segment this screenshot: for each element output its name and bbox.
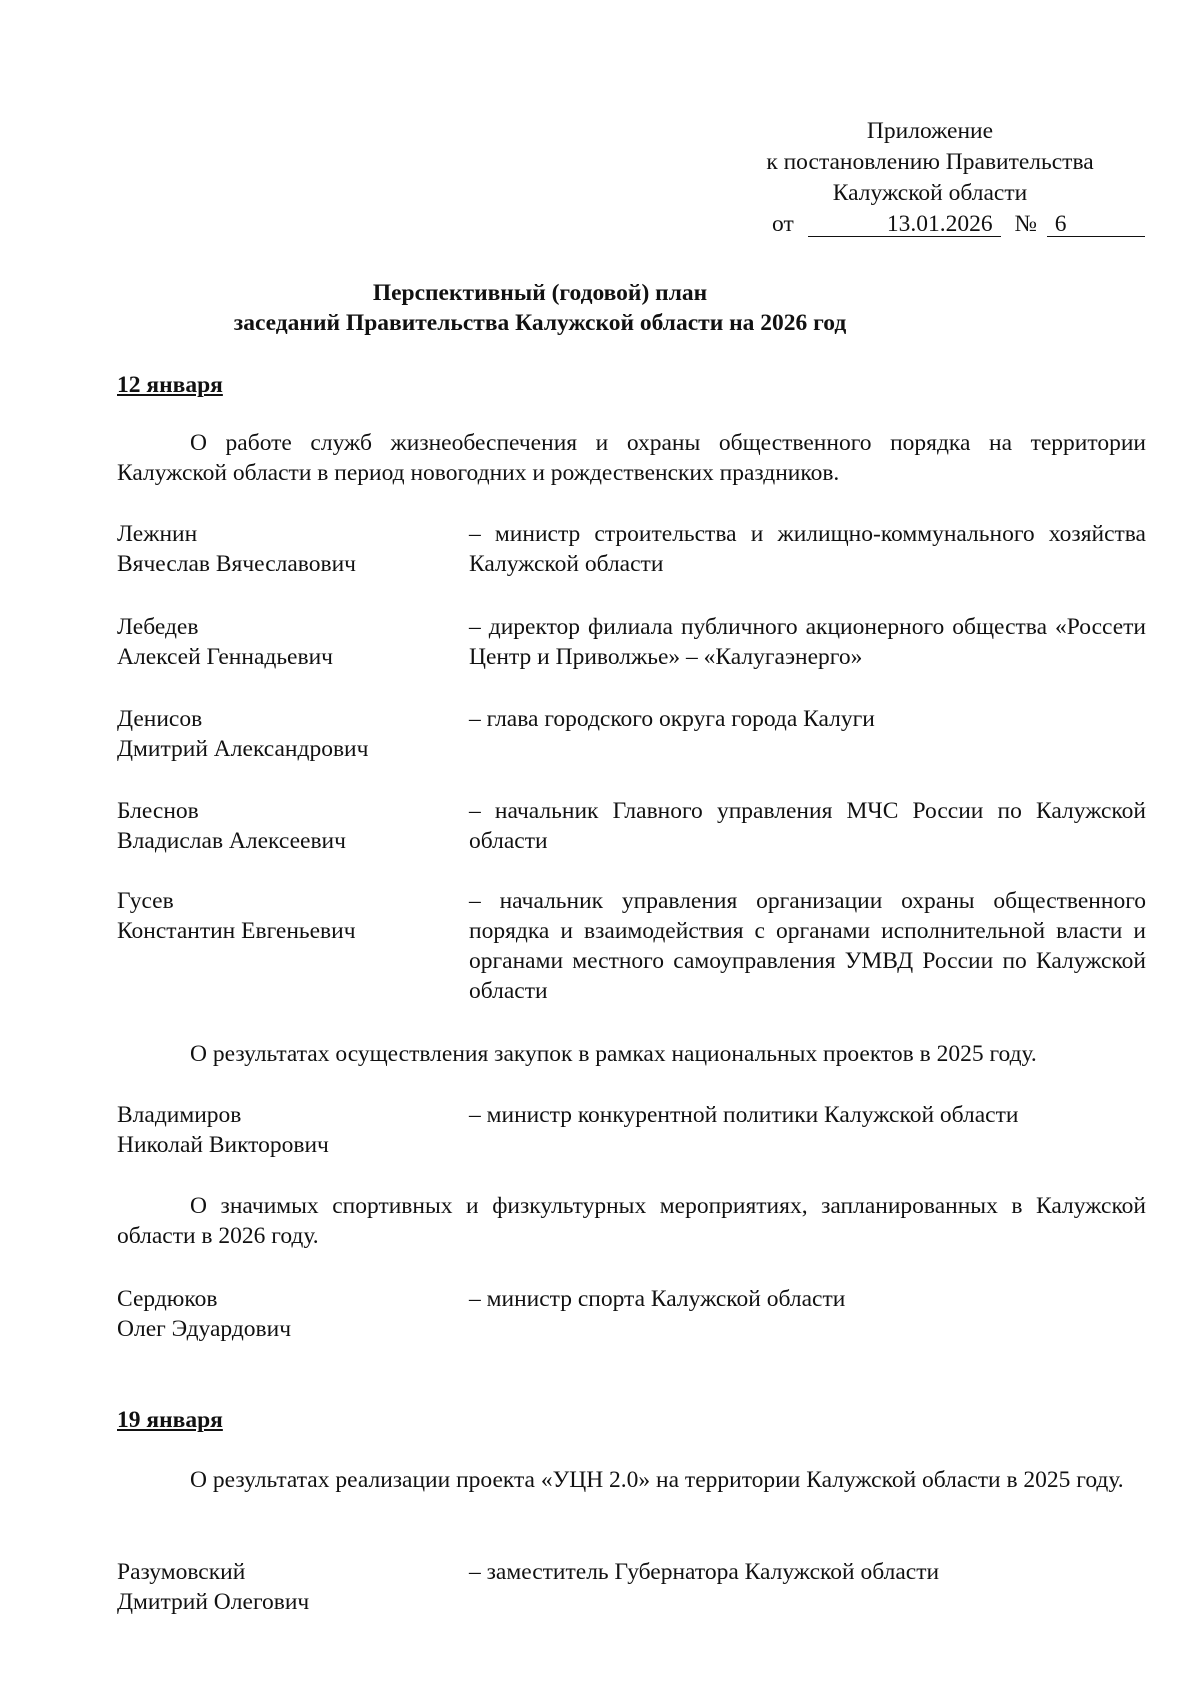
speaker-surname: Лежнин <box>117 521 198 547</box>
decree-date: 13.01.2026 <box>808 212 1001 237</box>
section-date: 19 января <box>117 1407 223 1433</box>
section-date: 12 января <box>117 372 223 398</box>
speaker-given-name: Константин Евгеньевич <box>117 918 356 944</box>
speaker-name <box>117 1100 457 1160</box>
appendix-block <box>700 116 1160 237</box>
speaker-role: – министр строительства и жилищно-коммунального хозяйства Калужской области <box>469 521 1146 577</box>
speaker-role: – глава городского округа города Калуги <box>469 706 875 732</box>
speaker-name <box>117 704 457 764</box>
title-line-1: Перспективный (годовой) план <box>372 280 708 306</box>
speaker-given-name: Николай Викторович <box>117 1132 329 1158</box>
document-title <box>150 278 930 338</box>
speaker-surname: Блеснов <box>117 798 199 824</box>
speaker-name <box>117 519 457 579</box>
title-line-2: заседаний Правительства Калужской области на 2026 год <box>233 310 847 336</box>
speaker-name <box>117 796 457 856</box>
speaker-given-name: Алексей Геннадьевич <box>117 644 333 670</box>
speaker-name <box>117 886 457 946</box>
appendix-line-1: Приложение <box>866 118 994 144</box>
decree-number: 6 <box>1047 212 1145 237</box>
speaker-surname: Владимиров <box>117 1102 242 1128</box>
speaker-role: – директор филиала публичного акционерного общества «Россети Центр и Приволжье» – «Калугаэнерго» <box>469 614 1146 670</box>
speaker-given-name: Владислав Алексеевич <box>117 828 346 854</box>
speaker-role: – начальник Главного управления МЧС России по Калужской области <box>469 798 1146 854</box>
appendix-line-3: Калужской области <box>832 180 1028 206</box>
speaker-given-name: Дмитрий Александрович <box>117 736 369 762</box>
speaker-role: – заместитель Губернатора Калужской области <box>469 1559 940 1585</box>
number-label: № <box>1014 211 1037 237</box>
agenda-topic: О значимых спортивных и физкультурных мероприятиях, запланированных в Калужской области в 2026 году. <box>117 1193 1146 1249</box>
speaker-name <box>117 612 457 672</box>
speaker-given-name: Олег Эдуардович <box>117 1316 292 1342</box>
speaker-role: – начальник управления организации охраны общественного порядка и взаимодействия с органами исполнительной власти и органами местного самоуправления УМВД России по Калужской области <box>469 888 1146 1004</box>
agenda-topic: О работе служб жизнеобеспечения и охраны общественного порядка на территории Калужской области в период новогодних и рождественских праздников. <box>117 430 1146 486</box>
appendix-line-2: к постановлению Правительства <box>766 149 1094 175</box>
speaker-surname: Гусев <box>117 888 174 914</box>
speaker-surname: Денисов <box>117 706 203 732</box>
speaker-name <box>117 1557 457 1617</box>
speaker-surname: Разумовский <box>117 1559 246 1585</box>
speaker-surname: Лебедев <box>117 614 199 640</box>
date-prefix: от <box>772 211 794 237</box>
agenda-topic: О результатах осуществления закупок в рамках национальных проектов в 2025 году. <box>190 1041 1037 1067</box>
speaker-name <box>117 1284 457 1344</box>
speaker-role: – министр спорта Калужской области <box>469 1286 846 1312</box>
speaker-given-name: Вячеслав Вячеславович <box>117 551 356 577</box>
appendix-date-line <box>772 209 1192 240</box>
speaker-given-name: Дмитрий Олегович <box>117 1589 310 1615</box>
agenda-topic: О результатах реализации проекта «УЦН 2.0» на территории Калужской области в 2025 году. <box>190 1467 1124 1493</box>
speaker-role: – министр конкурентной политики Калужской области <box>469 1102 1019 1128</box>
speaker-surname: Сердюков <box>117 1286 218 1312</box>
